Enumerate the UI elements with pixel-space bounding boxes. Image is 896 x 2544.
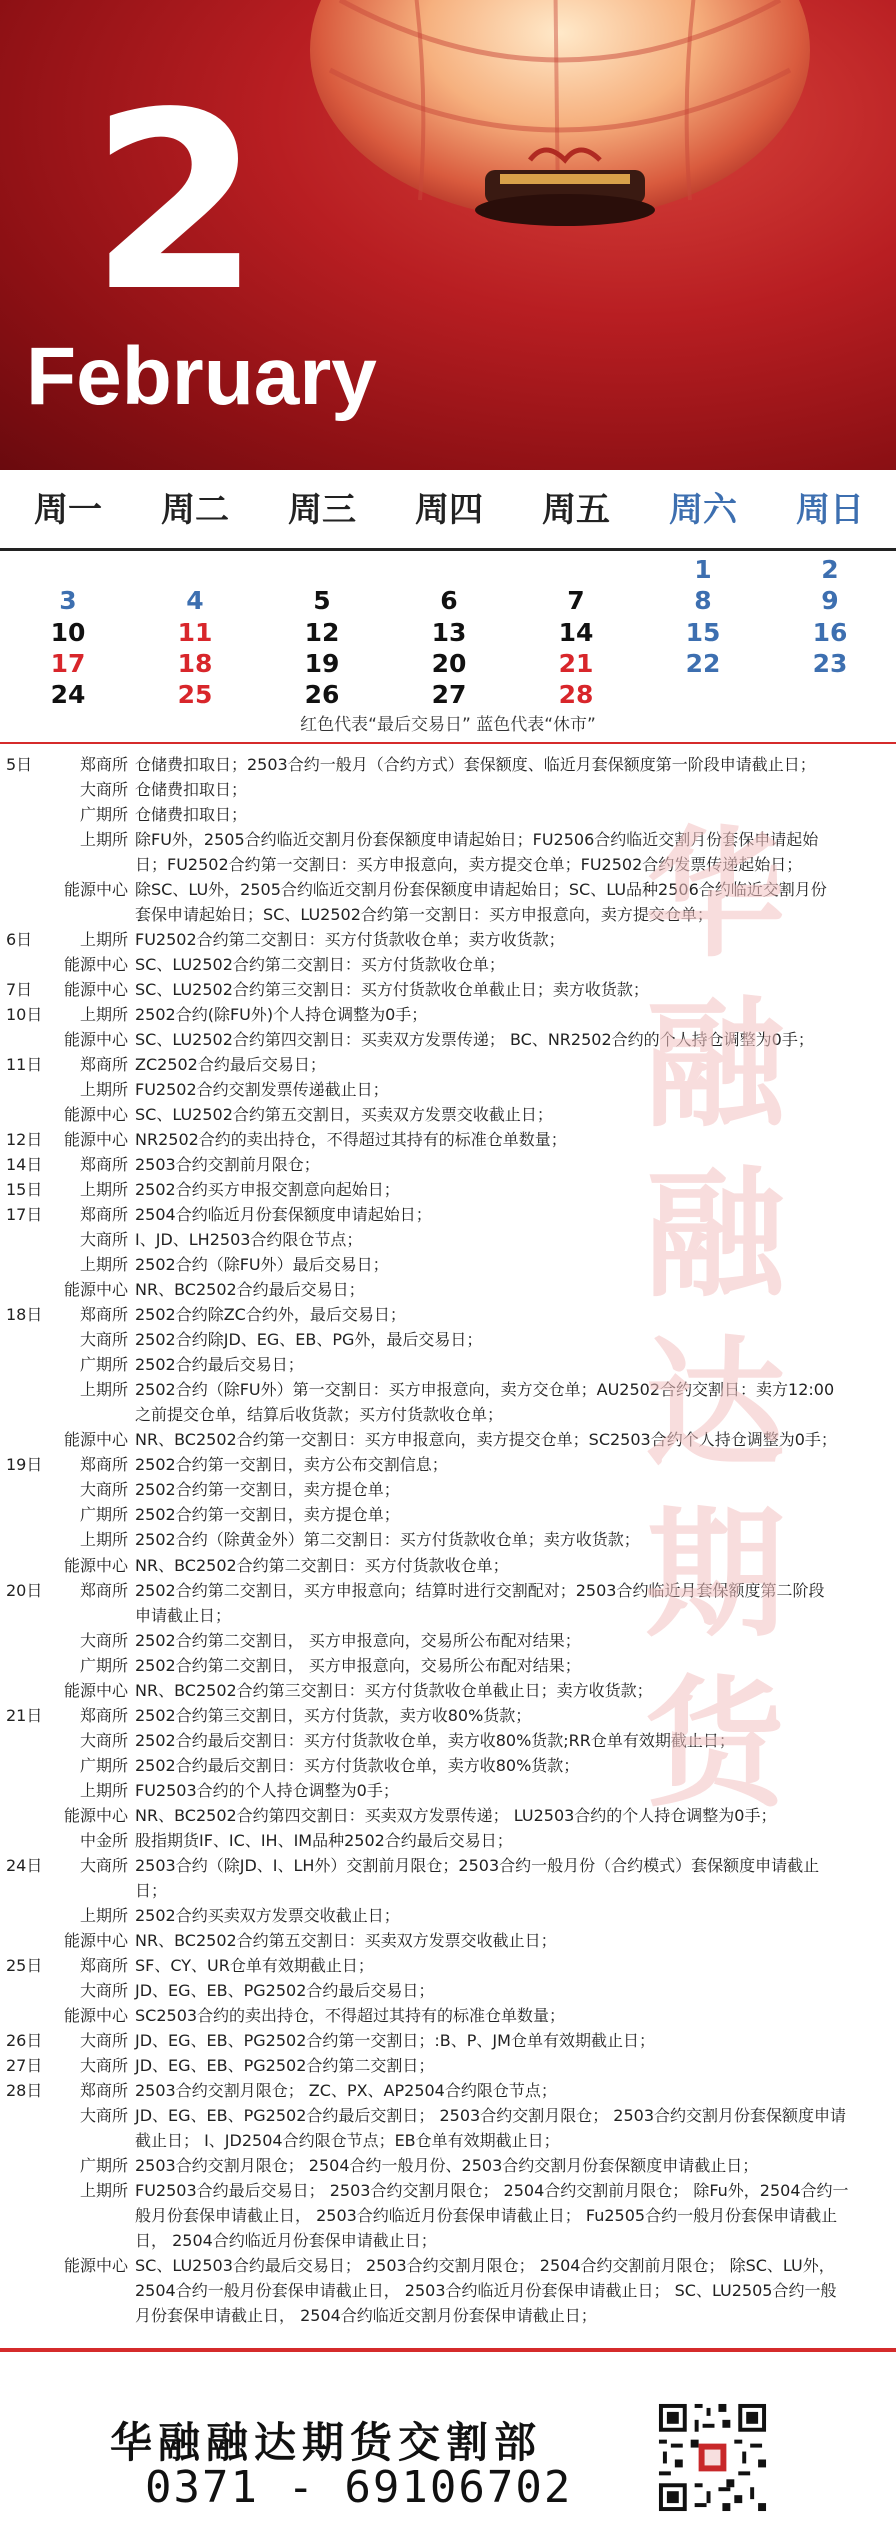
calendar-day: 25	[177, 680, 213, 709]
event-text: NR、BC2502合约第四交割日：买卖双方发票传递； LU2503合约的个人持仓调整为0手；	[135, 1805, 777, 1825]
calendar-day: 15	[685, 618, 721, 647]
event-exchange: 能源中心	[63, 980, 128, 1000]
weekday-mon: 周一	[34, 490, 102, 530]
event-date: 18日	[6, 1305, 43, 1325]
event-exchange: 广期所	[79, 2155, 128, 2175]
event-text: FU2502合约交割发票传递截止日；	[135, 1080, 389, 1100]
event-text: 2502合约第三交割日，买方付货款，卖方收80%货款；	[135, 1705, 532, 1725]
footer-title: 华融融达期货交割部	[110, 2418, 543, 2467]
calendar-day: 10	[50, 618, 86, 647]
event-exchange: 能源中心	[63, 955, 128, 975]
event-text: 股指期货IF、IC、IH、IM品种2502合约最后交易日；	[135, 1830, 513, 1850]
event-text: NR2502合约的卖出持仓，不得超过其持有的标准仓单数量；	[135, 1130, 567, 1150]
calendar-day: 3	[59, 586, 77, 615]
event-exchange: 能源中心	[63, 1930, 128, 1950]
event-exchange: 郑商所	[79, 1055, 128, 1075]
calendar-day: 23	[812, 649, 848, 678]
event-exchange: 上期所	[79, 1080, 128, 1100]
event-exchange: 郑商所	[79, 755, 128, 774]
event-date: 17日	[6, 1205, 43, 1225]
event-text: 2502合约买方申报交割意向起始日；	[135, 1180, 400, 1200]
event-exchange: 大商所	[79, 2030, 128, 2050]
event-text: NR、BC2502合约最后交易日；	[135, 1280, 365, 1300]
event-text: 日；FU2502合约第一交割日：买方申报意向，卖方提交仓单；FU2502合约发票传递起始日；	[135, 855, 803, 875]
event-text: 仓储费扣取日；2503合约一般月（合约方式）套保额度、临近月套保额度第一阶段申请截止日；	[135, 755, 816, 774]
calendar-day: 1	[694, 555, 712, 584]
event-text: FU2503合约最后交易日； 2503合约交割月限仓； 2504合约交割前月限仓； 除Fu外，2504合约一	[135, 2180, 849, 2200]
qr-code	[655, 2400, 770, 2515]
event-exchange: 上期所	[79, 1780, 128, 1800]
event-text: ZC2502合约最后交易日；	[135, 1055, 326, 1075]
weekday-tue: 周二	[161, 490, 229, 530]
calendar-day: 5	[313, 586, 331, 615]
event-exchange: 大商所	[79, 1230, 128, 1250]
weekday-thu: 周四	[415, 490, 483, 530]
event-text: 套保申请起始日；SC、LU2502合约第一交割日：买方申报意向，卖方提交仓单；	[135, 905, 713, 925]
event-text: NR、BC2502合约第二交割日：买方付货款收仓单；	[135, 1555, 509, 1575]
calendar-day: 17	[50, 649, 86, 678]
calendar-day: 28	[558, 680, 594, 709]
watermark-char: 货	[644, 1663, 785, 1827]
event-exchange: 上期所	[79, 1380, 128, 1400]
event-text: 2502合约第二交割日，买方申报意向；结算时进行交割配对；2503合约临近月套保额度第二阶段	[135, 1580, 825, 1600]
event-text: JD、EG、EB、PG2502合约第二交割日；	[135, 2055, 435, 2075]
event-exchange: 大商所	[79, 1855, 128, 1875]
calendar-grid	[0, 555, 896, 709]
event-exchange: 郑商所	[79, 1580, 128, 1600]
event-text: 2503合约（除JD、I、LH外）交割前月限仓；2503合约一般月份（合约模式）套保额度申请截止	[135, 1855, 820, 1875]
event-text: JD、EG、EB、PG2502合约第一交割日；:B、P、JM仓单有效期截止日；	[135, 2030, 655, 2050]
calendar-day: 13	[431, 618, 467, 647]
event-text: 日， 2504合约临近月份套保申请截止日；	[135, 2230, 437, 2250]
event-date: 5日	[6, 755, 33, 774]
event-exchange: 能源中心	[63, 880, 128, 900]
event-text: FU2503合约的个人持仓调整为0手；	[135, 1780, 399, 1800]
event-exchange: 上期所	[79, 930, 128, 950]
event-text: 2503合约交割月限仓； 2504合约一般月份、2503合约交割月份套保额度申请截止日；	[135, 2155, 759, 2175]
event-text: 2502合约买卖双方发票交收截止日；	[135, 1905, 400, 1925]
month-name: February	[26, 331, 377, 422]
event-exchange: 郑商所	[79, 1455, 128, 1475]
event-text: 仓储费扣取日；	[135, 805, 248, 825]
event-text: 2504合约临近月份套保额度申请起始日；	[135, 1205, 432, 1225]
event-exchange: 郑商所	[79, 2080, 128, 2100]
calendar-day: 12	[304, 618, 340, 647]
event-date: 26日	[6, 2030, 43, 2050]
event-text: 2502合约除JD、EG、EB、PG外，最后交易日；	[135, 1330, 483, 1350]
event-date: 27日	[6, 2055, 43, 2075]
event-text: 2504合约一般月份套保申请截止日， 2503合约临近月份套保申请截止日； SC、LU2505合约一般	[135, 2280, 837, 2300]
event-text: NR、BC2502合约第三交割日：买方付货款收仓单截止日；卖方收货款；	[135, 1680, 653, 1700]
event-text: 截止日； I、JD2504合约限仓节点；EB仓单有效期截止日；	[135, 2130, 560, 2150]
hero-banner	[0, 0, 896, 470]
event-exchange: 上期所	[79, 1530, 128, 1550]
event-exchange: 上期所	[79, 830, 128, 850]
footer-divider	[0, 2348, 896, 2352]
event-exchange: 广期所	[79, 1755, 128, 1775]
event-text: JD、EG、EB、PG2502合约最后交易日；	[135, 1980, 435, 2000]
calendar-day: 9	[821, 586, 839, 615]
event-text: 2502合约（除黄金外）第二交割日：买方付货款收仓单；卖方收货款；	[135, 1530, 640, 1550]
event-exchange: 能源中心	[63, 1280, 128, 1300]
event-exchange: 大商所	[79, 1480, 128, 1500]
event-exchange: 能源中心	[63, 2005, 128, 2025]
event-exchange: 大商所	[79, 1630, 128, 1650]
calendar-day: 26	[304, 680, 340, 709]
calendar-day: 27	[431, 680, 467, 709]
event-exchange: 中金所	[79, 1830, 128, 1850]
weekday-wed: 周三	[288, 490, 356, 530]
calendar-day: 20	[431, 649, 467, 678]
event-date: 15日	[6, 1180, 43, 1200]
lantern-illustration	[300, 0, 820, 250]
watermark-char: 华	[644, 813, 785, 977]
event-exchange: 大商所	[79, 780, 128, 800]
event-exchange: 能源中心	[63, 1030, 128, 1050]
event-exchange: 郑商所	[79, 1305, 128, 1325]
event-date: 19日	[6, 1455, 43, 1475]
event-text: 月份套保申请截止日， 2504合约临近交割月份套保申请截止日；	[135, 2305, 597, 2325]
event-exchange: 广期所	[79, 1355, 128, 1375]
event-exchange: 能源中心	[63, 1805, 128, 1825]
event-text: 申请截止日；	[135, 1605, 232, 1625]
weekday-sun: 周日	[796, 490, 864, 530]
event-exchange: 能源中心	[63, 1555, 128, 1575]
event-text: 2502合约（除FU外）第一交割日：买方申报意向，卖方交仓单；AU2502合约交割日：卖方12:00	[135, 1380, 835, 1400]
calendar-day: 21	[558, 649, 594, 678]
event-exchange: 上期所	[79, 1905, 128, 1925]
event-text: 2502合约第一交割日，卖方公布交割信息；	[135, 1455, 448, 1475]
header-divider	[0, 548, 896, 551]
calendar-day: 24	[50, 680, 86, 709]
event-date: 28日	[6, 2080, 43, 2100]
event-text: 之前提交仓单，结算后收货款；买方付货款收仓单；	[135, 1405, 504, 1425]
event-exchange: 大商所	[79, 2055, 128, 2075]
calendar-day: 22	[685, 649, 721, 678]
event-date: 6日	[6, 930, 33, 950]
calendar-day: 14	[558, 618, 594, 647]
event-exchange: 上期所	[79, 2180, 128, 2200]
event-text: 2502合约第一交割日，卖方提仓单；	[135, 1505, 400, 1525]
watermark	[640, 810, 790, 1830]
weekday-header	[0, 470, 896, 548]
event-exchange: 大商所	[79, 1980, 128, 2000]
event-text: 2502合约除ZC合约外，最后交易日；	[135, 1305, 406, 1325]
event-exchange: 能源中心	[63, 1105, 128, 1125]
event-exchange: 上期所	[79, 1255, 128, 1275]
event-text: 2502合约最后交割日：买方付货款收仓单，卖方收80%货款;RR仓单有效期截止日；	[135, 1730, 735, 1750]
event-exchange: 能源中心	[63, 1430, 128, 1450]
event-exchange: 郑商所	[79, 1955, 128, 1975]
event-text: NR、BC2502合约第一交割日：买方申报意向，卖方提交仓单；SC2503合约个人持仓调整为0手；	[135, 1430, 837, 1450]
calendar-day: 18	[177, 649, 213, 678]
calendar-day: 7	[567, 586, 585, 615]
legend-text: 红色代表“最后交易日” 蓝色代表“休市”	[300, 715, 596, 735]
weekday-sat: 周六	[669, 490, 737, 530]
event-text: SC、LU2503合约最后交易日； 2503合约交割月限仓； 2504合约交割前月限仓； 除SC、LU外，	[135, 2255, 835, 2275]
event-exchange: 能源中心	[63, 1130, 128, 1150]
footer-phone: 0371 - 69106702	[145, 2462, 573, 2513]
calendar-day: 11	[177, 618, 213, 647]
event-text: I、JD、LH2503合约限仓节点；	[135, 1230, 363, 1250]
event-exchange: 上期所	[79, 1005, 128, 1025]
event-exchange: 郑商所	[79, 1155, 128, 1175]
event-text: 除SC、LU外，2505合约临近交割月份套保额度申请起始日；SC、LU品种2506合约临近交割月份	[135, 880, 827, 900]
event-date: 7日	[6, 980, 33, 1000]
event-text: 仓储费扣取日；	[135, 780, 248, 800]
event-exchange: 大商所	[79, 1730, 128, 1750]
weekday-fri: 周五	[542, 490, 610, 530]
event-text: SC、LU2502合约第四交割日：买卖双方发票传递； BC、NR2502合约的个人持仓调整为0手；	[135, 1030, 814, 1050]
calendar-day: 16	[812, 618, 848, 647]
event-exchange: 大商所	[79, 2105, 128, 2125]
event-text: 2502合约第二交割日， 买方申报意向，交易所公布配对结果；	[135, 1655, 581, 1675]
calendar-day: 2	[821, 555, 839, 584]
event-exchange: 广期所	[79, 1655, 128, 1675]
calendar-day: 19	[304, 649, 340, 678]
event-text: JD、EG、EB、PG2502合约最后交割日； 2503合约交割月限仓； 2503合约交割月份套保额度申请	[135, 2105, 847, 2125]
event-text: 2503合约交割前月限仓；	[135, 1155, 320, 1175]
event-text: NR、BC2502合约第五交割日：买卖双方发票交收截止日；	[135, 1930, 557, 1950]
calendar-day: 8	[694, 586, 712, 615]
event-text: 2502合约（除FU外）最后交易日；	[135, 1255, 389, 1275]
watermark-char: 达	[644, 1323, 785, 1487]
event-date: 12日	[6, 1130, 43, 1150]
month-number: 2	[90, 60, 255, 345]
event-date: 20日	[6, 1580, 43, 1600]
event-date: 14日	[6, 1155, 43, 1175]
calendar-day: 4	[186, 586, 204, 615]
event-exchange: 能源中心	[63, 1680, 128, 1700]
event-text: 2502合约第一交割日，卖方提仓单；	[135, 1480, 400, 1500]
event-exchange: 大商所	[79, 1330, 128, 1350]
event-date: 21日	[6, 1705, 43, 1725]
event-exchange: 广期所	[79, 1505, 128, 1525]
event-text: SC、LU2502合约第三交割日：买方付货款收仓单截止日；卖方收货款；	[135, 980, 649, 1000]
event-text: SC、LU2502合约第五交割日，买卖双方发票交收截止日；	[135, 1105, 553, 1125]
event-date: 24日	[6, 1855, 43, 1875]
event-date: 11日	[6, 1055, 43, 1075]
calendar-day: 6	[440, 586, 458, 615]
event-text: SF、CY、UR仓单有效期截止日；	[135, 1955, 374, 1975]
event-text: 日；	[135, 1880, 168, 1900]
event-exchange: 上期所	[79, 1180, 128, 1200]
event-text: 2502合约第二交割日， 买方申报意向，交易所公布配对结果；	[135, 1630, 581, 1650]
legend-divider	[0, 742, 896, 744]
event-text: 般月份套保申请截止日， 2503合约临近月份套保申请截止日； Fu2505合约一般月份套保申请截止	[135, 2205, 838, 2225]
watermark-char: 期	[644, 1493, 785, 1657]
watermark-char: 融	[644, 1153, 785, 1317]
event-exchange: 郑商所	[79, 1705, 128, 1725]
event-exchange: 能源中心	[63, 2255, 128, 2275]
event-exchange: 广期所	[79, 805, 128, 825]
event-date: 10日	[6, 1005, 43, 1025]
event-date: 25日	[6, 1955, 43, 1975]
watermark-char: 融	[644, 983, 785, 1147]
event-text: 2503合约交割月限仓； ZC、PX、AP2504合约限仓节点；	[135, 2080, 557, 2100]
event-text: SC2503合约的卖出持仓，不得超过其持有的标准仓单数量；	[135, 2005, 566, 2025]
event-text: 除FU外，2505合约临近交割月份套保额度申请起始日；FU2506合约临近交割月份套保申请起始	[135, 830, 819, 850]
event-text: FU2502合约第二交割日：买方付货款收仓单；卖方收货款；	[135, 930, 565, 950]
event-text: 2502合约最后交易日；	[135, 1355, 304, 1375]
event-text: SC、LU2502合约第二交割日：买方付货款收仓单；	[135, 955, 505, 975]
event-text: 2502合约(除FU外)个人持仓调整为0手；	[135, 1005, 428, 1025]
event-exchange: 郑商所	[79, 1205, 128, 1225]
event-text: 2502合约最后交割日：买方付货款收仓单，卖方收80%货款；	[135, 1755, 580, 1775]
